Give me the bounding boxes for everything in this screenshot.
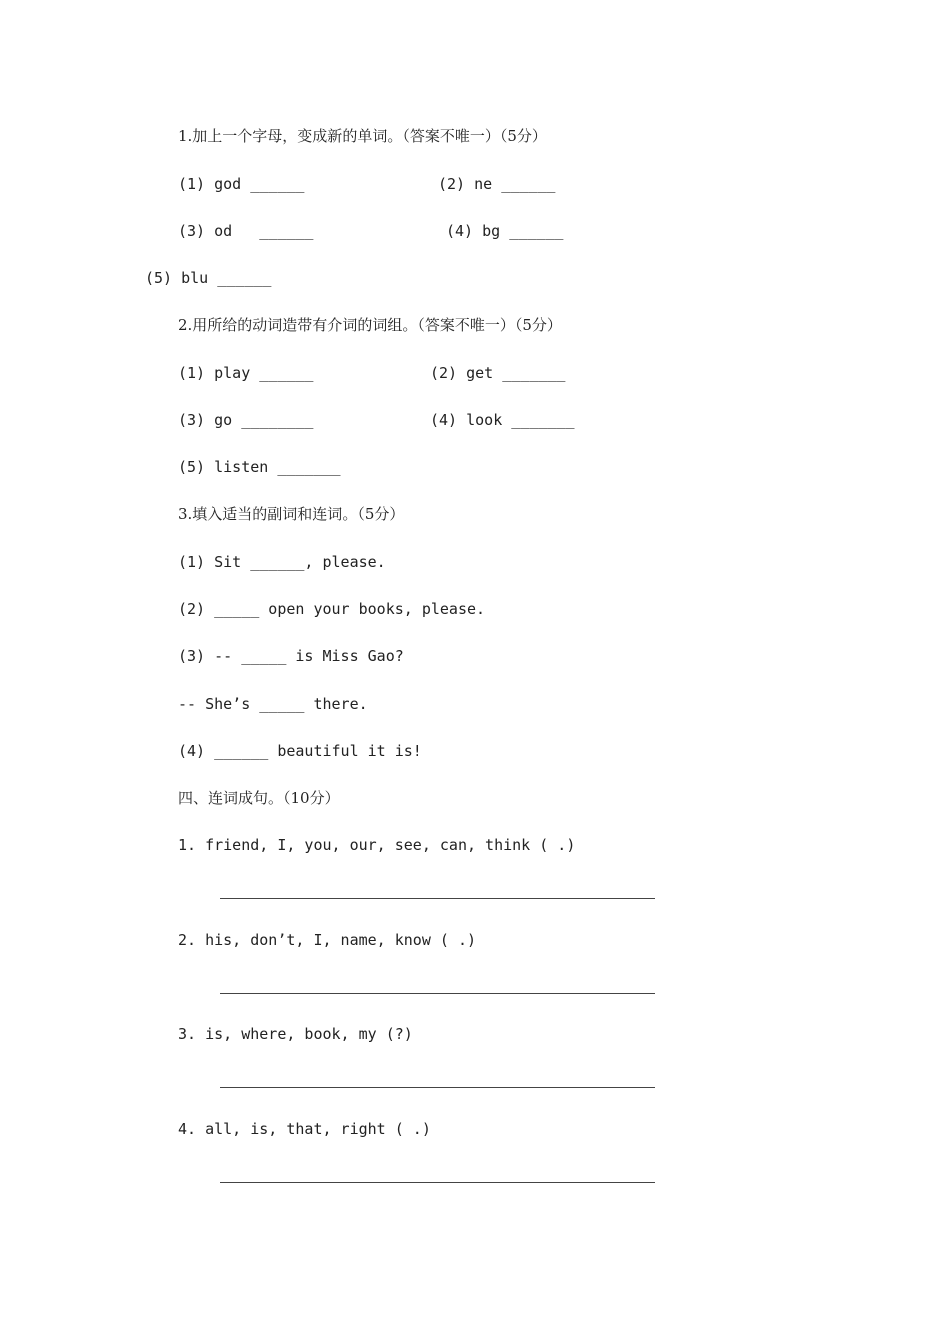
section-1-item-5: (5) blu ______	[145, 269, 272, 287]
section-4-item-4: 4. all, is, that, right ( .)	[178, 1120, 431, 1138]
section-1-item-3: (3) od ______	[178, 222, 314, 240]
section-3-item-4: (4) ______ beautiful it is!	[178, 742, 422, 760]
section-3-item-3: (3) -- _____ is Miss Gao?	[178, 647, 404, 665]
section-2-item-3: (3) go ________	[178, 411, 314, 429]
section-1-item-1: (1) god ______	[178, 175, 305, 193]
section-4-item-1: 1. friend, I, you, our, see, can, think ( .)	[178, 836, 576, 854]
section-2-item-2: (2) get _______	[430, 364, 566, 382]
answer-line-3[interactable]	[220, 1087, 655, 1088]
section-3-item-1: (1) Sit ______, please.	[178, 553, 386, 571]
section-4-title: 四、连词成句。（10分）	[178, 789, 340, 807]
section-4-item-3: 3. is, where, book, my (?)	[178, 1025, 413, 1043]
section-2-item-1: (1) play ______	[178, 364, 314, 382]
answer-line-4[interactable]	[220, 1182, 655, 1183]
section-3-item-2: (2) _____ open your books, please.	[178, 600, 486, 618]
section-2-item-5: (5) listen _______	[178, 458, 341, 476]
answer-line-2[interactable]	[220, 993, 655, 994]
section-3-item-3-reply: -- She’s _____ there.	[178, 695, 368, 713]
section-1-item-2: (2) ne ______	[438, 175, 556, 193]
answer-line-1[interactable]	[220, 898, 655, 899]
section-2-title: 2.用所给的动词造带有介词的词组。（答案不唯一）（5分）	[178, 316, 562, 334]
section-1-item-4: (4) bg ______	[446, 222, 564, 240]
section-3-title: 3.填入适当的副词和连词。（5分）	[178, 505, 405, 523]
section-4-item-2: 2. his, don’t, I, name, know ( .)	[178, 931, 477, 949]
section-1-title: 1.加上一个字母，变成新的单词。（答案不唯一）（5分）	[178, 127, 547, 145]
section-2-item-4: (4) look _______	[430, 411, 575, 429]
